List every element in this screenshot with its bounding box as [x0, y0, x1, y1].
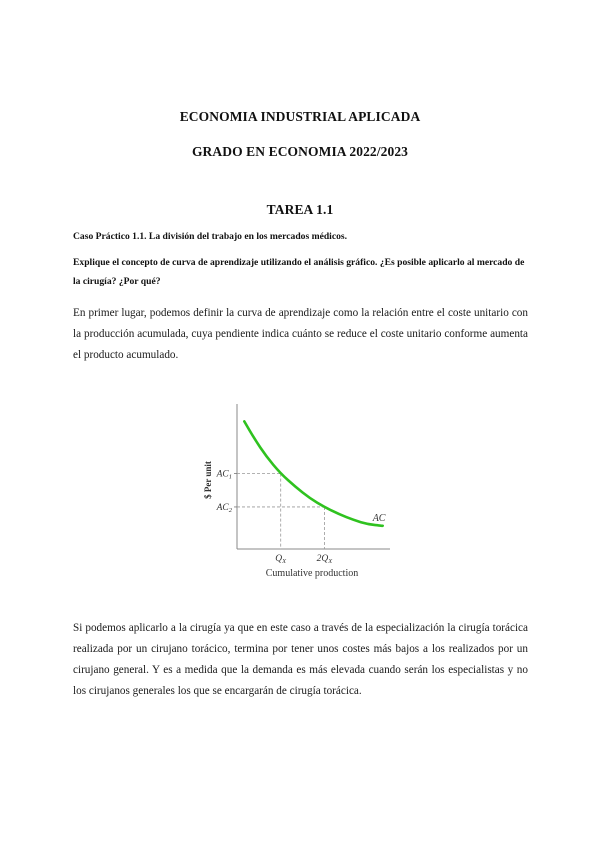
y-tick-label-2: $AC_2$ — [216, 502, 232, 514]
question-text: Explique el concepto de curva de aprendizaje utilizando el análisis gráfico. ¿Es posible aplicarlo al mercado de la cirugía? ¿Por qué? — [73, 257, 525, 287]
degree-year-title: GRADO EN ECONOMIA 2022/2023 — [191, 144, 409, 159]
learning-curve-figure — [190, 398, 400, 583]
y-axis-label: $ Per unit — [203, 461, 213, 499]
ac-curve-line — [244, 421, 382, 525]
x-tick-label-1: $Q_X$ — [275, 554, 287, 565]
x-axis-label: Cumulative production — [265, 568, 359, 579]
y-tick-label-1: $AC_1$ — [216, 469, 232, 481]
paragraph-definition: En primer lugar, podemos definir la curva de aprendizaje como la relación entre el coste unitario con la producción acumulada, cuya pendiente indica cuánto se reduce el coste unitario conforme aumenta el producto acumulado. — [73, 307, 528, 361]
x-tick-label-2: $2Q_X$ — [316, 554, 333, 565]
ac-curve-label: AC — [372, 512, 386, 524]
learning-curve-chart — [190, 398, 400, 583]
course-title: ECONOMIA INDUSTRIAL APLICADA — [179, 109, 421, 124]
case-title: Caso Práctico 1.1. La división del trabajo en los mercados médicos. — [73, 231, 348, 242]
paragraph-application: Si podemos aplicarlo a la cirugía ya que en este caso a través de la especialización la cirugía torácica realizada por un cirujano torácico, termina por tener unos costes más bajos a los realizados por un cirujano general. Y es a medida que la demanda es más elevada cuando serán los especialistas y no los cirujanos generales los que se encargarán de cirugía torácica. — [73, 622, 528, 697]
assignment-title: TAREA 1.1 — [266, 202, 334, 217]
